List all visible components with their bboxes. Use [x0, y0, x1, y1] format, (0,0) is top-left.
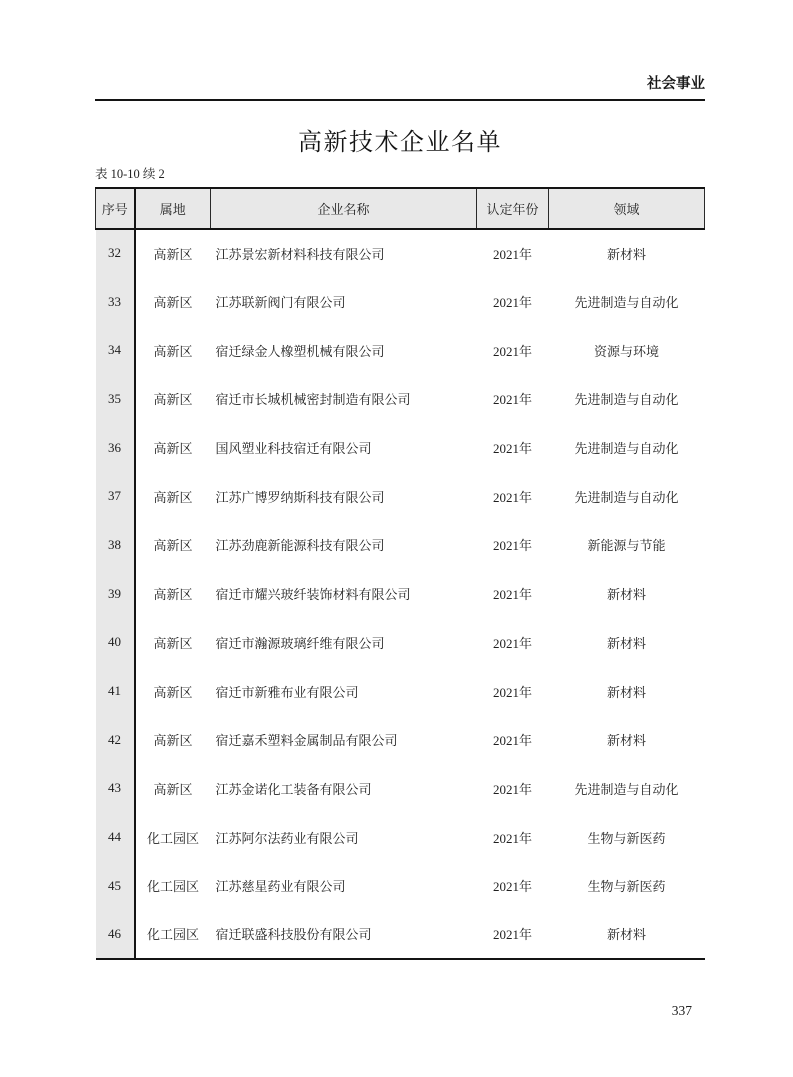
cell-company: 宿迁绿金人橡塑机械有限公司 [211, 326, 477, 375]
cell-year: 2021年 [477, 375, 549, 424]
cell-field: 新材料 [549, 229, 705, 278]
table-body [96, 229, 705, 959]
cell-district: 高新区 [135, 375, 211, 424]
column-header-year: 认定年份 [477, 188, 549, 229]
cell-seq: 40 [96, 618, 135, 667]
cell-district: 高新区 [135, 715, 211, 764]
cell-field: 新材料 [549, 910, 705, 959]
cell-year: 2021年 [477, 667, 549, 716]
cell-company: 宿迁嘉禾塑料金属制品有限公司 [211, 715, 477, 764]
cell-year: 2021年 [477, 715, 549, 764]
cell-company: 江苏广博罗纳斯科技有限公司 [211, 472, 477, 521]
cell-year: 2021年 [477, 569, 549, 618]
table-row [96, 521, 705, 570]
cell-year: 2021年 [477, 521, 549, 570]
cell-seq: 36 [96, 423, 135, 472]
page-title: 高新技术企业名单 [298, 129, 502, 156]
cell-company: 国风塑业科技宿迁有限公司 [211, 423, 477, 472]
column-header-district: 属地 [135, 188, 211, 229]
cell-seq: 33 [96, 277, 135, 326]
cell-year: 2021年 [477, 326, 549, 375]
enterprise-table [95, 187, 705, 960]
cell-field: 先进制造与自动化 [549, 764, 705, 813]
table-row [96, 277, 705, 326]
cell-field: 资源与环境 [549, 326, 705, 375]
cell-district: 化工园区 [135, 910, 211, 959]
table-row [96, 326, 705, 375]
table-row [96, 569, 705, 618]
cell-seq: 42 [96, 715, 135, 764]
cell-year: 2021年 [477, 764, 549, 813]
cell-field: 新材料 [549, 667, 705, 716]
cell-company: 宿迁市长城机械密封制造有限公司 [211, 375, 477, 424]
cell-district: 高新区 [135, 229, 211, 278]
cell-year: 2021年 [477, 910, 549, 959]
cell-seq: 45 [96, 861, 135, 910]
cell-seq: 32 [96, 229, 135, 278]
cell-field: 生物与新医药 [549, 813, 705, 862]
cell-district: 高新区 [135, 423, 211, 472]
cell-district: 高新区 [135, 764, 211, 813]
table-row [96, 423, 705, 472]
cell-year: 2021年 [477, 277, 549, 326]
cell-company: 江苏阿尔法药业有限公司 [211, 813, 477, 862]
table-row [96, 764, 705, 813]
table-row [96, 813, 705, 862]
cell-field: 先进制造与自动化 [549, 277, 705, 326]
table-row [96, 618, 705, 667]
table-row [96, 375, 705, 424]
cell-year: 2021年 [477, 229, 549, 278]
table-header [96, 188, 705, 229]
page-content [95, 0, 705, 960]
column-header-field: 领域 [549, 188, 705, 229]
cell-district: 高新区 [135, 521, 211, 570]
cell-company: 江苏联新阀门有限公司 [211, 277, 477, 326]
cell-year: 2021年 [477, 472, 549, 521]
cell-company: 江苏慈星药业有限公司 [211, 861, 477, 910]
table-row [96, 861, 705, 910]
cell-district: 高新区 [135, 277, 211, 326]
cell-year: 2021年 [477, 618, 549, 667]
cell-year: 2021年 [477, 861, 549, 910]
cell-company: 江苏景宏新材料科技有限公司 [211, 229, 477, 278]
cell-seq: 43 [96, 764, 135, 813]
cell-seq: 37 [96, 472, 135, 521]
cell-field: 先进制造与自动化 [549, 472, 705, 521]
cell-company: 宿迁市瀚源玻璃纤维有限公司 [211, 618, 477, 667]
cell-field: 生物与新医药 [549, 861, 705, 910]
cell-seq: 39 [96, 569, 135, 618]
running-head-section-label: 社会事业 [647, 76, 705, 92]
cell-district: 高新区 [135, 618, 211, 667]
cell-year: 2021年 [477, 813, 549, 862]
cell-seq: 46 [96, 910, 135, 959]
cell-district: 高新区 [135, 569, 211, 618]
cell-seq: 38 [96, 521, 135, 570]
cell-district: 化工园区 [135, 813, 211, 862]
column-header-seq: 序号 [96, 188, 135, 229]
cell-seq: 41 [96, 667, 135, 716]
table-row [96, 667, 705, 716]
cell-field: 新材料 [549, 715, 705, 764]
cell-district: 高新区 [135, 326, 211, 375]
cell-field: 新材料 [549, 618, 705, 667]
cell-company: 江苏劲鹿新能源科技有限公司 [211, 521, 477, 570]
cell-seq: 44 [96, 813, 135, 862]
cell-field: 新能源与节能 [549, 521, 705, 570]
table-row [96, 910, 705, 959]
cell-field: 先进制造与自动化 [549, 423, 705, 472]
header-rule [95, 99, 705, 101]
table-caption: 表 10-10 续 2 [95, 166, 165, 181]
cell-year: 2021年 [477, 423, 549, 472]
page-number: 337 [671, 1003, 692, 1018]
cell-seq: 35 [96, 375, 135, 424]
table-row [96, 472, 705, 521]
cell-field: 先进制造与自动化 [549, 375, 705, 424]
cell-district: 高新区 [135, 472, 211, 521]
cell-company: 宿迁联盛科技股份有限公司 [211, 910, 477, 959]
column-header-company: 企业名称 [211, 188, 477, 229]
cell-company: 宿迁市新雅布业有限公司 [211, 667, 477, 716]
cell-company: 江苏金诺化工装备有限公司 [211, 764, 477, 813]
table-row [96, 229, 705, 278]
table-header-row [96, 188, 705, 229]
cell-field: 新材料 [549, 569, 705, 618]
cell-company: 宿迁市耀兴玻纤装饰材料有限公司 [211, 569, 477, 618]
cell-district: 化工园区 [135, 861, 211, 910]
cell-district: 高新区 [135, 667, 211, 716]
table-row [96, 715, 705, 764]
cell-seq: 34 [96, 326, 135, 375]
